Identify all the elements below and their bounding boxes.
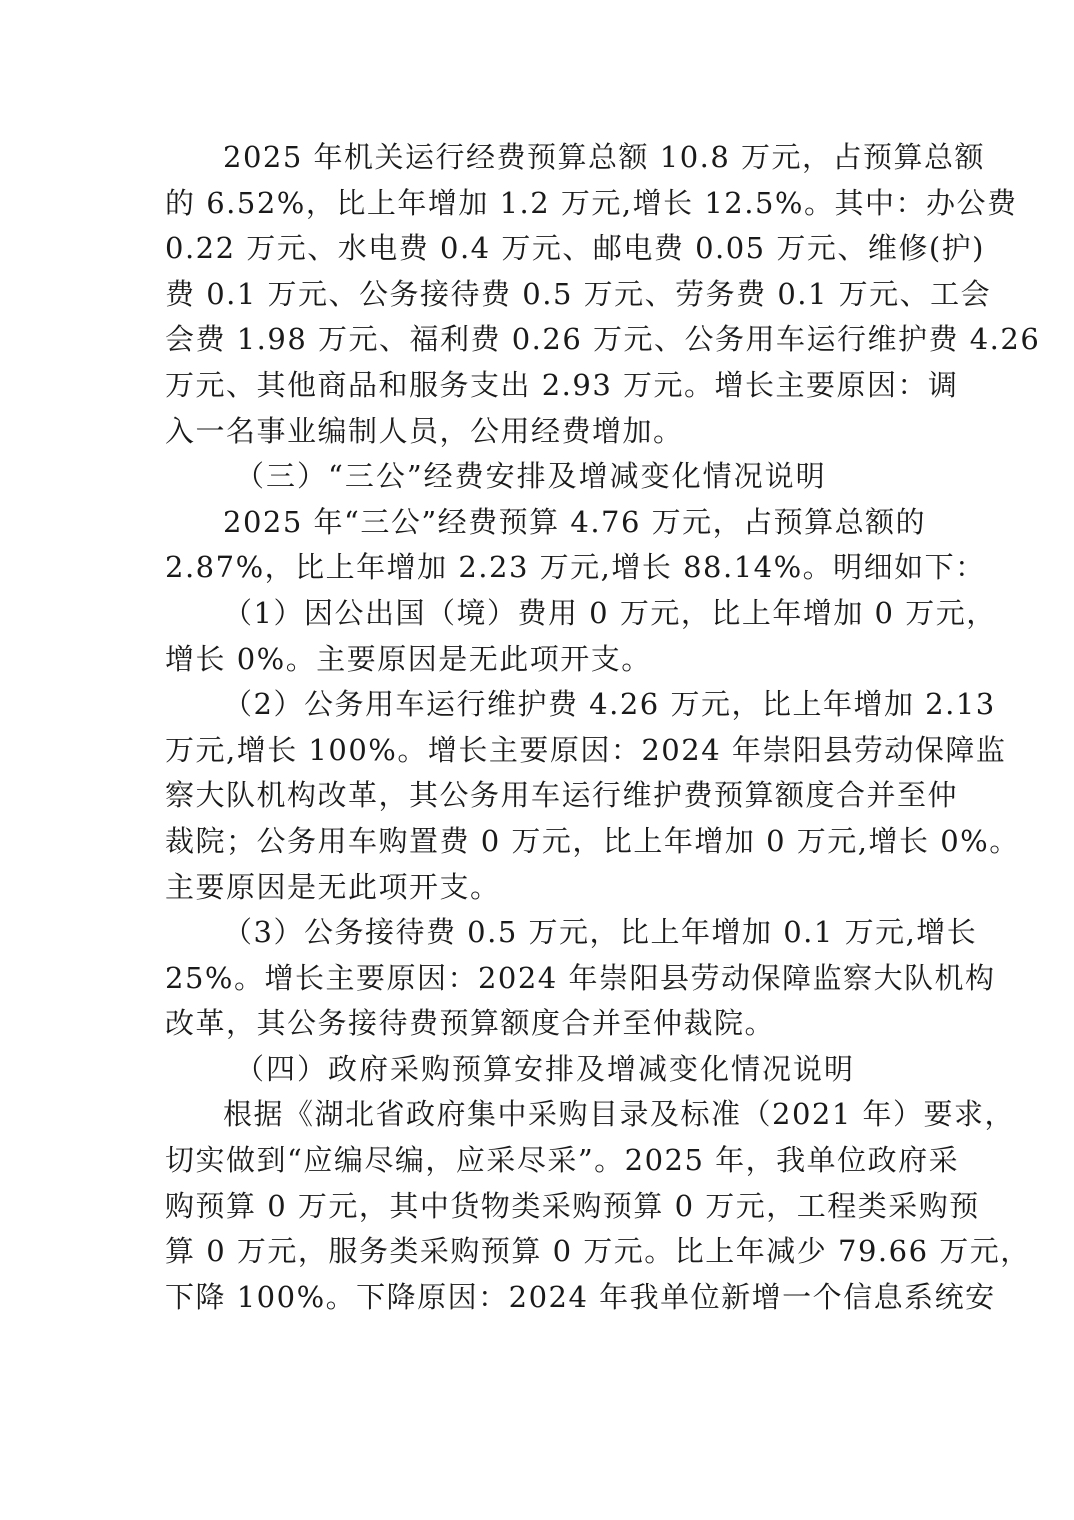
- section-heading-three-public-expenses: [165, 454, 915, 500]
- text-line: 增长 0%。主要原因是无此项开支。: [165, 641, 652, 676]
- section-heading: （四）政府采购预算安排及增减变化情况说明: [235, 1051, 856, 1086]
- text-line: 算 0 万元，服务类采购预算 0 万元。比上年减少 79.66 万元，: [165, 1234, 1031, 1269]
- text-line: 的 6.52%，比上年增加 1.2 万元,增长 12.5%。其中：办公费: [165, 185, 1018, 220]
- text-line: 25%。增长主要原因：2024 年崇阳县劳动保障监察大队机构: [165, 960, 996, 995]
- paragraph-official-reception: [165, 910, 996, 1047]
- section-heading-government-procurement: [165, 1047, 915, 1093]
- text-line: 入一名事业编制人员，公用经费增加。: [165, 413, 684, 448]
- section-heading: （三）“三公”经费安排及增减变化情况说明: [235, 459, 827, 494]
- text-line: 下降 100%。下降原因：2024 年我单位新增一个信息系统安: [165, 1279, 996, 1314]
- text-line: 切实做到“应编尽编，应采尽采”。2025 年，我单位政府采: [165, 1143, 960, 1178]
- text-line: （2）公务用车运行维护费 4.26 万元，比上年增加 2.13: [223, 687, 996, 722]
- paragraph-three-public-budget: [165, 500, 986, 591]
- text-line: 万元、其他商品和服务支出 2.93 万元。增长主要原因：调: [165, 367, 959, 402]
- text-line: 2025 年机关运行经费预算总额 10.8 万元，占预算总额: [223, 140, 986, 174]
- paragraph-operating-expenses: [165, 135, 1041, 454]
- text-line: 根据《湖北省政府集中采购目录及标准（2021 年）要求，: [223, 1097, 1016, 1132]
- text-line: 2.87%，比上年增加 2.23 万元,增长 88.14%。明细如下：: [165, 550, 986, 585]
- text-line: 购预算 0 万元，其中货物类采购预算 0 万元，工程类采购预: [165, 1188, 980, 1223]
- text-line: 裁院；公务用车购置费 0 万元，比上年增加 0 万元,增长 0%。: [165, 823, 1020, 858]
- paragraph-vehicle-maintenance: [165, 682, 1020, 910]
- text-line: 会费 1.98 万元、福利费 0.26 万元、公务用车运行维护费 4.26: [165, 322, 1041, 357]
- text-line: （3）公务接待费 0.5 万元，比上年增加 0.1 万元,增长: [223, 915, 978, 950]
- document-page: [165, 135, 1041, 1320]
- text-line: 察大队机构改革，其公务用车运行维护费预算额度合并至仲: [165, 778, 959, 813]
- text-line: 改革，其公务接待费预算额度合并至仲裁院。: [165, 1006, 776, 1041]
- text-line: （1）因公出国（境）费用 0 万元，比上年增加 0 万元，: [223, 595, 997, 630]
- text-line: 0.22 万元、水电费 0.4 万元、邮电费 0.05 万元、维修(护): [165, 231, 985, 266]
- text-line: 2025 年“三公”经费预算 4.76 万元，占预算总额的: [223, 504, 927, 539]
- text-line: 万元,增长 100%。增长主要原因：2024 年崇阳县劳动保障监: [165, 732, 1007, 767]
- paragraph-overseas-travel: [165, 591, 997, 682]
- paragraph-procurement-budget: [165, 1092, 1031, 1320]
- text-line: 费 0.1 万元、公务接待费 0.5 万元、劳务费 0.1 万元、工会: [165, 276, 992, 311]
- text-line: 主要原因是无此项开支。: [165, 869, 501, 904]
